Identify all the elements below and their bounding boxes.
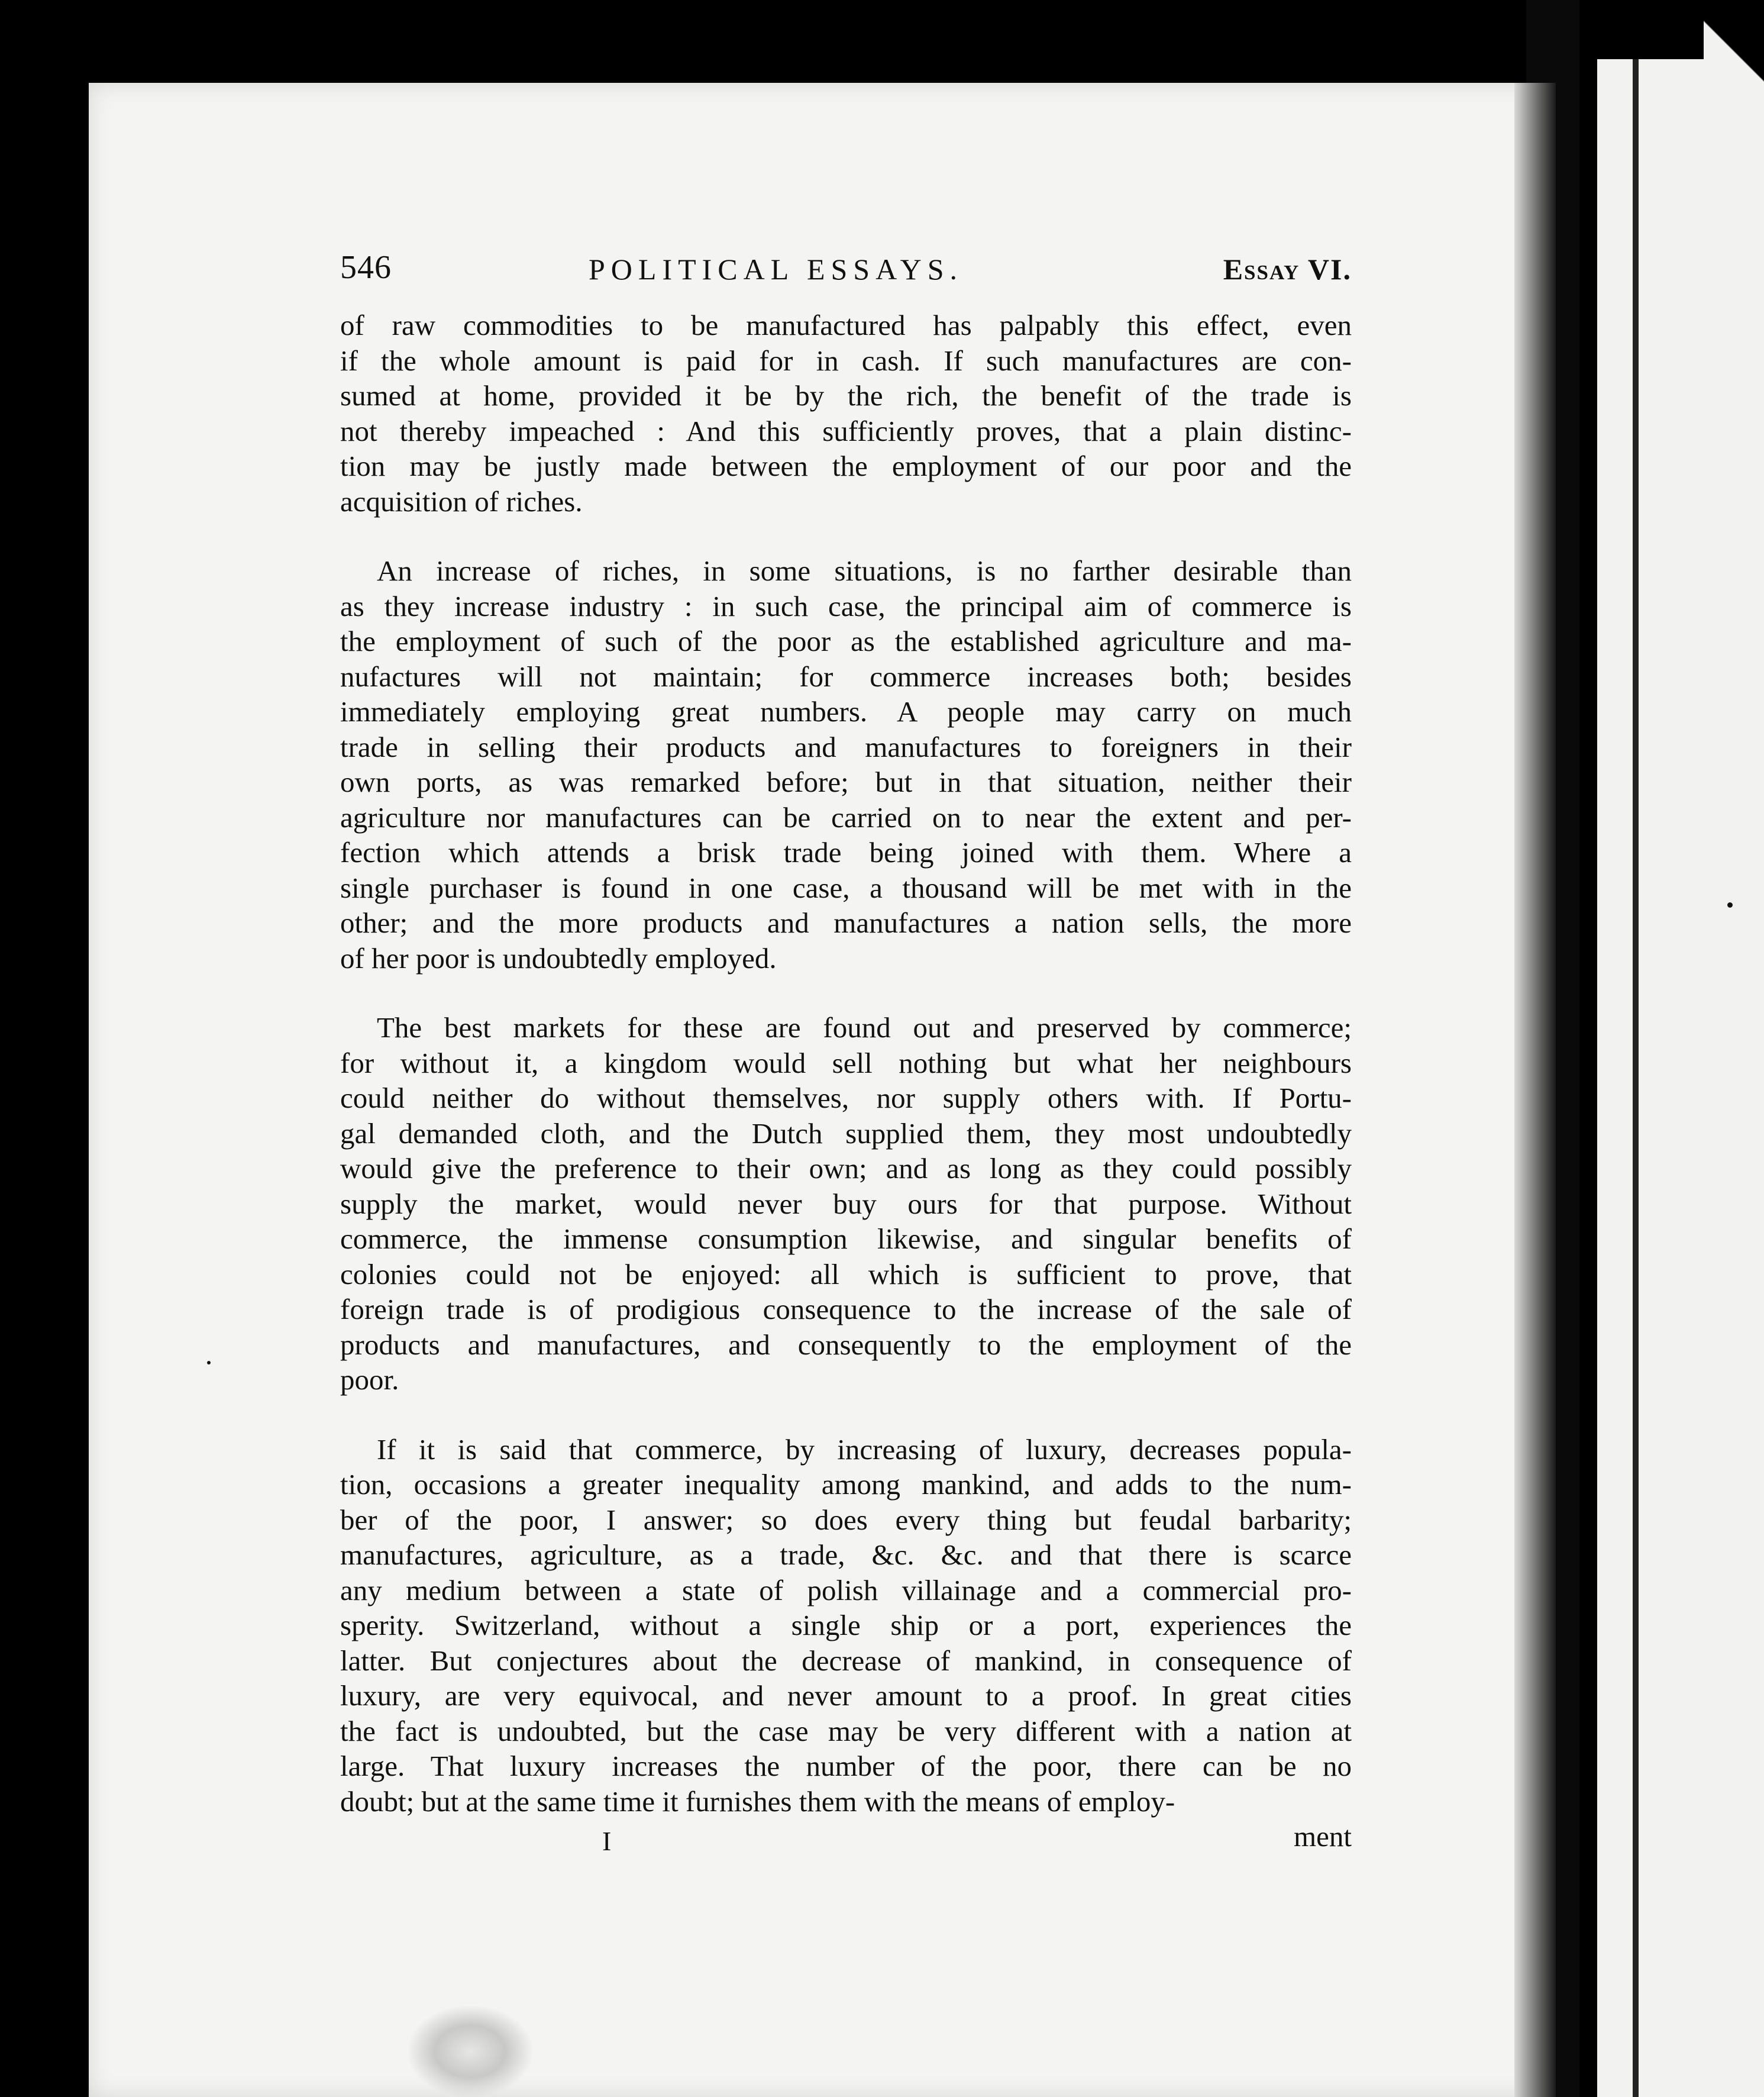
page-shadow bbox=[1514, 83, 1556, 2097]
body-text bbox=[340, 308, 1352, 1819]
text-line: for without it, a kingdom would sell nothing but what her neighbours bbox=[340, 1046, 1352, 1079]
text-line: trade in selling their products and manufactures to foreigners in their bbox=[340, 730, 1352, 763]
text-line: commerce, the immense consumption likewise, and singular benefits of bbox=[340, 1222, 1352, 1255]
text-line: supply the market, would never buy ours for that purpose. Without bbox=[340, 1187, 1352, 1220]
paper-damage bbox=[408, 2006, 532, 2097]
text-line: other; and the more products and manufactures a nation sells, the more bbox=[340, 906, 1352, 939]
text-line: gal demanded cloth, and the Dutch supplied them, they most undoubtedly bbox=[340, 1117, 1352, 1150]
text-line: if the whole amount is paid for in cash. If such manufactures are con- bbox=[340, 344, 1352, 377]
ink-speck bbox=[207, 1361, 211, 1364]
text-line: tion may be justly made between the employment of our poor and the bbox=[340, 450, 1352, 482]
text-line: single purchaser is found in one case, a thousand will be met with in the bbox=[340, 871, 1352, 904]
paragraph bbox=[340, 308, 1352, 519]
text-line: could neither do without themselves, nor supply others with. If Portu- bbox=[340, 1082, 1352, 1114]
text-line: sumed at home, provided it be by the rich, the benefit of the trade is bbox=[340, 379, 1352, 412]
paragraph bbox=[340, 1010, 1352, 1398]
text-line: of raw commodities to be manufactured has palpably this effect, even bbox=[340, 309, 1352, 341]
paragraph-gap bbox=[340, 1398, 1352, 1432]
text-line: colonies could not be enjoyed: all which is sufficient to prove, that bbox=[340, 1257, 1352, 1291]
text-line: An increase of riches, in some situations, is no farther desirable than bbox=[377, 554, 1352, 587]
text-line: acquisition of riches. bbox=[340, 485, 583, 518]
paragraph-gap bbox=[340, 519, 1352, 553]
text-line: tion, occasions a greater inequality among mankind, and adds to the num- bbox=[340, 1468, 1352, 1501]
paragraph bbox=[340, 1432, 1352, 1819]
text-line: luxury, are very equivocal, and never amount to a proof. In great cities bbox=[340, 1679, 1352, 1712]
text-line: the employment of such of the poor as the established agriculture and ma- bbox=[340, 625, 1352, 657]
paragraph-gap bbox=[340, 976, 1352, 1010]
text-line: nufactures will not maintain; for commerce increases both; besides bbox=[340, 660, 1352, 693]
text-line: immediately employing great numbers. A people may carry on much bbox=[340, 695, 1352, 728]
text-line: foreign trade is of prodigious consequence to the increase of the sale of bbox=[340, 1293, 1352, 1325]
text-line: of her poor is undoubtedly employed. bbox=[340, 941, 777, 975]
text-line: large. That luxury increases the number of the poor, there can be no bbox=[340, 1750, 1352, 1782]
text-line: agriculture nor manufactures can be carried on to near the extent and per- bbox=[340, 801, 1352, 834]
signature-mark: I bbox=[602, 1826, 612, 1856]
text-line: If it is said that commerce, by increasing of luxury, decreases popula- bbox=[377, 1433, 1352, 1466]
paragraph bbox=[340, 553, 1352, 976]
text-line: own ports, as was remarked before; but in that situation, neither their bbox=[340, 766, 1352, 798]
text-line: as they increase industry : in such case, the principal aim of commerce is bbox=[340, 589, 1352, 622]
text-line: poor. bbox=[340, 1363, 399, 1396]
text-line: ber of the poor, I answer; so does every thing but feudal barbarity; bbox=[340, 1503, 1352, 1536]
torn-corner bbox=[1704, 0, 1764, 118]
text-line: The best markets for these are found out and preserved by commerce; bbox=[377, 1011, 1352, 1044]
essay-number: Essay VI. bbox=[1223, 253, 1352, 286]
page-number: 546 bbox=[340, 249, 392, 286]
running-title: POLITICAL ESSAYS. bbox=[589, 253, 964, 286]
text-line: products and manufactures, and consequently to the employment of the bbox=[340, 1328, 1352, 1361]
text-line: not thereby impeached : And this sufficiently proves, that a plain distinc- bbox=[340, 414, 1352, 447]
text-line: fection which attends a brisk trade being joined with them. Where a bbox=[340, 836, 1352, 869]
ink-speck bbox=[1727, 902, 1733, 908]
facing-page-edge bbox=[1597, 59, 1764, 2097]
text-line: the fact is undoubted, but the case may be very different with a nation at bbox=[340, 1714, 1352, 1747]
facing-page-fold bbox=[1633, 59, 1639, 2097]
running-header bbox=[340, 249, 1352, 308]
text-line: sperity. Switzerland, without a single ship or a port, experiences the bbox=[340, 1609, 1352, 1641]
text-line: latter. But conjectures about the decrease of mankind, in consequence of bbox=[340, 1644, 1352, 1677]
catchword: ment bbox=[1294, 1820, 1352, 1853]
text-line: doubt; but at the same time it furnishes them with the means of employ- bbox=[340, 1785, 1175, 1818]
text-line: any medium between a state of polish villainage and a commercial pro- bbox=[340, 1573, 1352, 1606]
page-text bbox=[340, 249, 1352, 1854]
text-line: manufactures, agriculture, as a trade, &c. &c. and that there is scarce bbox=[340, 1538, 1352, 1571]
text-line: would give the preference to their own; and as long as they could possibly bbox=[340, 1152, 1352, 1185]
